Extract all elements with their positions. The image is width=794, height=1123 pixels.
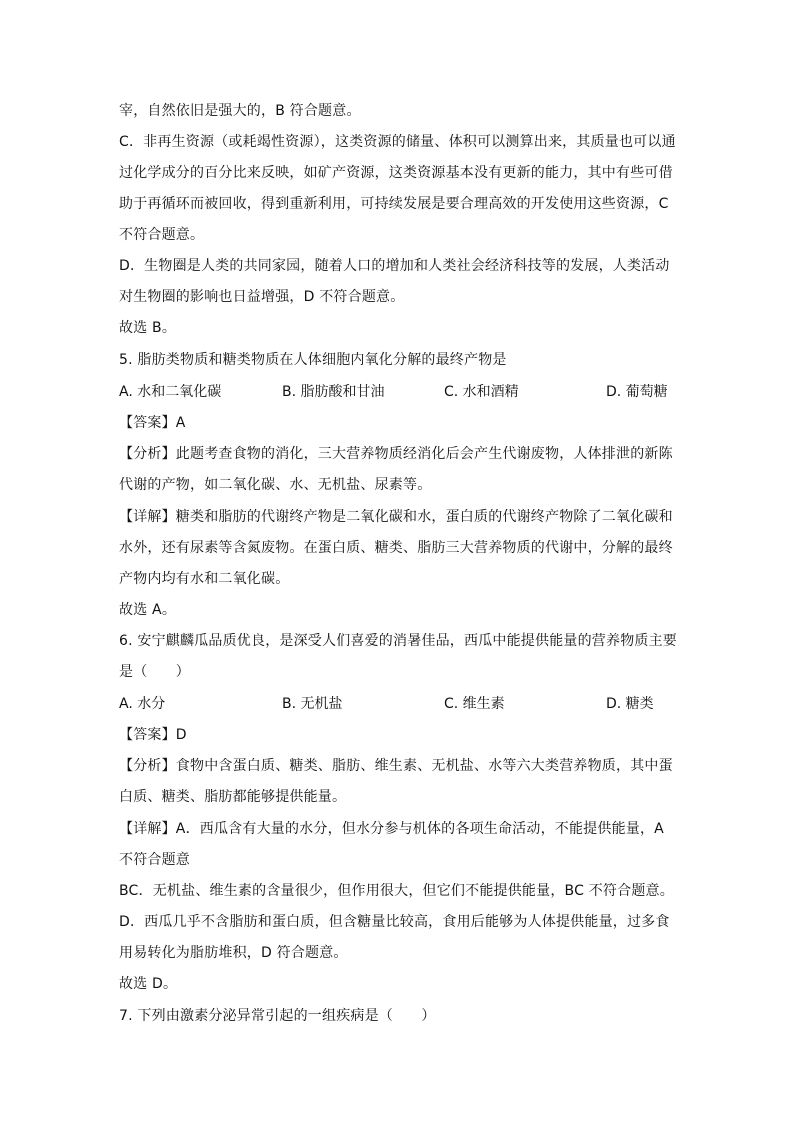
q5-option-d: D. 葡萄糖 [606,384,668,400]
text-line: D．西瓜几乎不含脂肪和蛋白质，但含糖量比较高，食用后能够为人体提供能量，过多食 [119,914,670,930]
text-line: 助于再循环而被回收，得到重新利用，可持续发展是要合理高效的开发使用这些资源，C [119,196,669,212]
question-7: 7. 下列由激素分泌异常引起的一组疾病是（ ） [119,1008,436,1024]
text-line: 水外，还有尿素等含氮废物。在蛋白质、糖类、脂肪三大营养物质的代谢中，分解的最终 [119,540,673,556]
question-5: 5. 脂肪类物质和糖类物质在人体细胞内氧化分解的最终产物是 [119,352,507,368]
text-line: 产物内均有水和二氧化碳。 [119,571,290,587]
text-line: 宰，自然依旧是强大的，B 符合题意。 [119,103,361,119]
q5-option-c: C. 水和酒精 [444,384,519,400]
q6-option-c: C. 维生素 [444,696,505,712]
text-line: D．生物圈是人类的共同家园，随着人口的增加和人类社会经济科技等的发展，人类活动 [119,258,670,274]
answer-label: 【答案】D [119,727,187,743]
q5-option-b: B. 脂肪酸和甘油 [282,384,385,400]
q6-option-d: D. 糖类 [606,696,654,712]
text-line: 【分析】食物中含蛋白质、糖类、脂肪、维生素、无机盐、水等六大类营养物质，其中蛋 [119,758,673,774]
answer-label: 【答案】A [119,415,186,431]
text-line: 故选 A。 [119,602,177,618]
text-line: 故选 B。 [119,320,177,336]
text-line: 【分析】此题考查食物的消化，三大营养物质经消化后会产生代谢废物，人体排泄的新陈 [119,446,673,462]
text-line: 对生物圈的影响也日益增强，D 不符合题意。 [119,289,405,305]
text-line: 代谢的产物，如二氧化碳、水、无机盐、尿素等。 [119,477,432,493]
text-line: 【详解】糖类和脂肪的代谢终产物是二氧化碳和水，蛋白质的代谢终产物除了二氧化碳和 [119,509,673,525]
text-line: BC．无机盐、维生素的含量很少，但作用很大，但它们不能提供能量，BC 不符合题意。 [119,883,674,899]
text-line: 用易转化为脂肪堆积，D 符合题意。 [119,945,348,961]
text-line: 【详解】A．西瓜含有大量的水分，但水分参与机体的各项生命活动，不能提供能量，A [119,821,664,837]
q6-option-a: A. 水分 [119,696,166,712]
question-6: 6. 安宁麒麟瓜品质优良，是深受人们喜爱的消暑佳品，西瓜中能提供能量的营养物质主要 [119,633,678,649]
text-line: 故选 D。 [119,976,178,992]
text-line: 是（ ） [119,664,190,680]
q5-option-a: A. 水和二氧化碳 [119,384,222,400]
q6-option-b: B. 无机盐 [282,696,343,712]
text-line: 不符合题意 [119,852,190,868]
text-line: C．非再生资源（或耗竭性资源），这类资源的储量、体积可以测算出来，其质量也可以通 [119,134,676,150]
text-line: 白质、糖类、脂肪都能够提供能量。 [119,789,347,805]
text-line: 过化学成分的百分比来反映，如矿产资源，这类资源基本没有更新的能力，其中有些可借 [119,165,673,181]
text-line: 不符合题意。 [119,227,205,243]
